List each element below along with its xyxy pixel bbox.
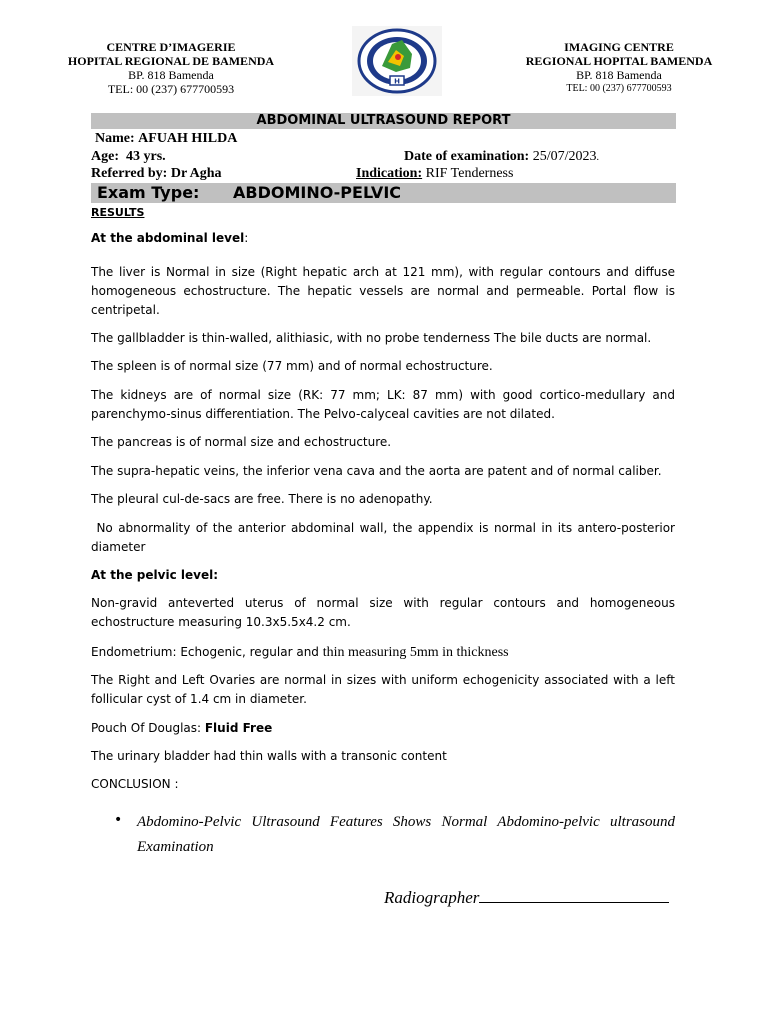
date-label: Date of examination:: [404, 149, 530, 164]
header-right-line1: IMAGING CENTRE: [564, 40, 674, 54]
referred-row: [91, 165, 222, 182]
hospital-seal-icon: [352, 26, 442, 96]
hospital-logo: [352, 26, 442, 96]
header-left-line3: BP. 818 Bamenda: [128, 68, 214, 82]
conclusion-heading: CONCLUSION :: [91, 777, 179, 791]
patient-age: 43 yrs.: [126, 149, 166, 164]
uterus-finding: Non-gravid anteverted uterus of normal size with regular contours and homogeneous echostructure measuring 10.3x5.5x4.2 cm.: [91, 596, 675, 629]
gallbladder-finding: The gallbladder is thin-walled, alithiasic, with no probe tenderness The bile ducts are normal.: [91, 331, 652, 345]
referred-label: Referred by:: [91, 166, 168, 181]
header-right-line3: BP. 818 Bamenda: [576, 68, 662, 82]
patient-age-row: [91, 148, 166, 165]
veins-finding: The supra-hepatic veins, the inferior vena cava and the aorta are patent and of normal caliber.: [91, 464, 662, 478]
name-label: Name:: [95, 131, 135, 146]
age-label: Age:: [91, 149, 119, 164]
conclusion-item: Abdomino-Pelvic Ultrasound Features Shows Normal Abdomino-pelvic ultrasound Examination: [137, 814, 675, 855]
patient-name-row: [95, 130, 237, 147]
header-left-block: [40, 40, 302, 96]
kidneys-finding: The kidneys are of normal size (RK: 77 mm; LK: 87 mm) with good cortico-medullary and parenchymo-sinus differentiation. The Pelvo-calyceal cavities are not dilated.: [91, 388, 675, 421]
exam-date-row: Date of examination: 25/07/2023.: [404, 149, 599, 164]
exam-type-value: ABDOMINO-PELVIC: [233, 183, 402, 202]
pelvic-level-heading: At the pelvic level:: [91, 568, 218, 582]
exam-type-label: Exam Type:: [97, 183, 200, 202]
indication-row: [356, 165, 513, 182]
header-left-line4: TEL: 00 (237) 677700593: [107, 82, 235, 96]
signature-blank: [479, 886, 669, 903]
bullet-icon: •: [114, 812, 123, 828]
header-left-line2: HOPITAL REGIONAL DE BAMENDA: [67, 54, 275, 68]
pouch-of-douglas-finding: Pouch Of Douglas: Fluid Free: [91, 721, 273, 735]
ovaries-finding: The Right and Left Ovaries are normal in sizes with uniform echogenicity associated with a left follicular cyst of 1.4 cm in diameter.: [91, 673, 675, 706]
indication-value: RIF Tenderness: [425, 166, 514, 181]
pancreas-finding: The pancreas is of normal size and echostructure.: [91, 435, 392, 449]
abdominal-level-heading: At the abdominal level:: [91, 231, 249, 245]
spleen-finding: The spleen is of normal size (77 mm) and of normal echostructure.: [91, 359, 493, 373]
patient-name: AFUAH HILDA: [138, 131, 238, 146]
header-right-line2: REGIONAL HOPITAL BAMENDA: [525, 54, 713, 68]
endometrium-finding: Endometrium: Echogenic, regular and thin measuring 5mm in thickness: [91, 645, 509, 660]
exam-type-bar: [91, 183, 676, 203]
signature-line: [384, 886, 669, 908]
header-right-line4: TEL: 00 (237) 677700593: [566, 83, 672, 94]
svg-text:H: H: [394, 77, 400, 86]
abdominal-wall-finding: No abnormality of the anterior abdominal wall, the appendix is normal in its antero-posterior diameter: [91, 521, 679, 554]
results-heading: RESULTS: [91, 206, 145, 219]
exam-date: 25/07/2023: [532, 149, 597, 164]
signature-label: Radiographer: [384, 888, 480, 907]
indication-label: Indication:: [356, 166, 423, 181]
pleural-finding: The pleural cul-de-sacs are free. There is no adenopathy.: [91, 492, 433, 506]
bladder-finding: The urinary bladder had thin walls with a transonic content: [91, 749, 447, 763]
liver-finding: The liver is Normal in size (Right hepatic arch at 121 mm), with regular contours and diffuse homogeneous echostructure. The hepatic vessels are normal and permeable. Portal flow is centripetal.: [91, 265, 675, 317]
header-right-block: [506, 40, 732, 96]
report-title: ABDOMINAL ULTRASOUND REPORT: [91, 113, 676, 129]
header-left-line1: CENTRE D’IMAGERIE: [106, 40, 236, 54]
referred-doctor: Dr Agha: [170, 166, 222, 181]
